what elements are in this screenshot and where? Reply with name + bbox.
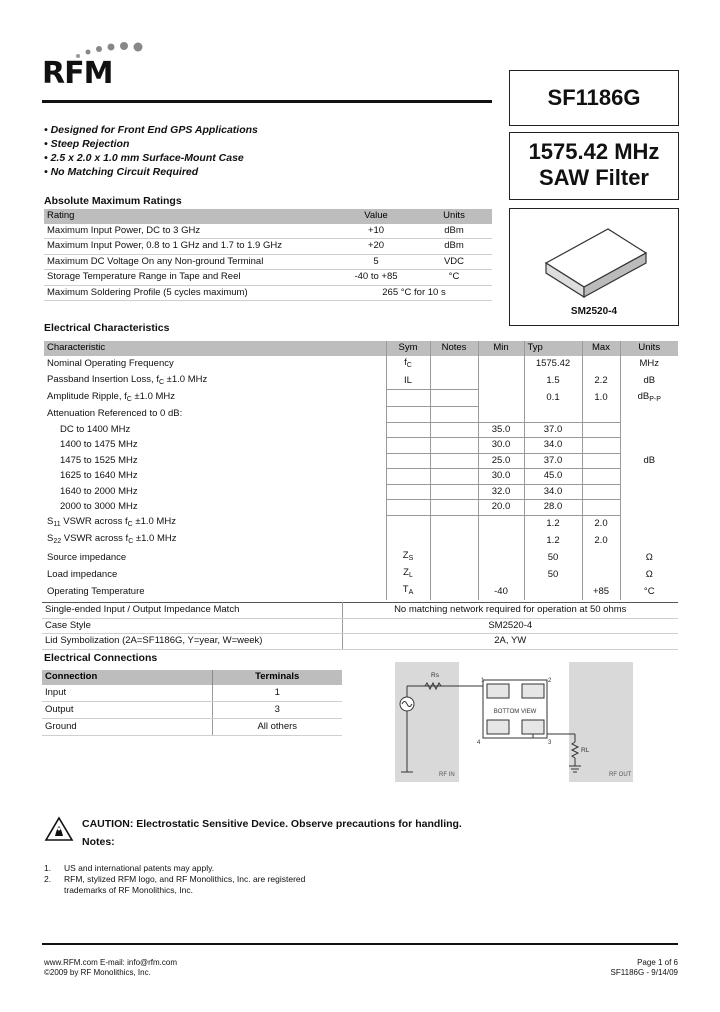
product-box <box>509 132 679 200</box>
part-number: SF1186G <box>547 85 641 110</box>
cell: dB <box>620 453 678 469</box>
cell: 28.0 <box>524 500 582 516</box>
cell: 2.0 <box>582 515 620 532</box>
source-panel <box>395 662 459 782</box>
header-cell: Value <box>336 209 416 224</box>
cell: Passband Insertion Loss, f <box>47 373 159 385</box>
footer-doc: SF1186G - 9/14/09 <box>610 968 678 977</box>
circuit-diagram <box>395 662 635 784</box>
cell: -40 to +85 <box>336 270 416 286</box>
table-row <box>44 566 678 583</box>
cell: 1475 to 1525 MHz <box>60 454 138 466</box>
cell: 1.2 <box>524 515 582 532</box>
cell: 50 <box>524 566 582 583</box>
cell: 2.0 <box>582 532 620 549</box>
cell: C <box>406 361 412 369</box>
cell: Attenuation Referenced to 0 dB: <box>47 408 183 420</box>
feature-item: • No Matching Circuit Required <box>44 166 199 178</box>
cell: 34.0 <box>524 484 582 500</box>
cell: Z <box>403 567 409 578</box>
footer-rule <box>42 943 678 945</box>
cell: 50 <box>524 549 582 566</box>
misc-table <box>42 602 678 650</box>
feature-list <box>44 123 258 179</box>
cell: 1575.42 <box>524 356 582 373</box>
footer-web: www.RFM.com E-mail: info@rfm.com <box>44 958 178 967</box>
header-rule <box>42 100 492 103</box>
pin-2-label: 2 <box>548 678 552 684</box>
header-cell: Connection <box>42 670 212 685</box>
feature-item: • Designed for Front End GPS Applications <box>44 124 258 136</box>
notes-title: Notes: <box>82 836 115 848</box>
cell: 30.0 <box>478 469 524 485</box>
cell: 20.0 <box>478 500 524 516</box>
cell: 34.0 <box>524 438 582 454</box>
cell: Input <box>42 685 212 702</box>
table-row <box>42 618 678 634</box>
rf-in-label: RF IN <box>439 772 455 778</box>
header-cell: Notes <box>430 341 478 356</box>
table-header <box>44 209 492 224</box>
cell: 11 <box>53 521 61 528</box>
note-item <box>44 863 344 874</box>
table-row <box>44 390 678 407</box>
header-cell: Min <box>478 341 524 356</box>
cell: Maximum Input Power, 0.8 to 1 GHz and 1.7 to 1.9 GHz <box>44 239 336 255</box>
cell: +20 <box>336 239 416 255</box>
caution-text: CAUTION: Electrostatic Sensitive Device. Observe precautions for handling. <box>82 818 462 830</box>
cell: Z <box>402 550 409 561</box>
cell: ±1.0 MHz <box>132 516 176 527</box>
rl-label: RL <box>581 747 590 754</box>
cell: SM2520-4 <box>342 618 678 634</box>
cell: Source impedance <box>47 551 127 563</box>
abs-max-table <box>44 209 492 301</box>
cell: 2A, YW <box>342 634 678 650</box>
table-row <box>42 634 678 650</box>
cell: 22 <box>53 538 62 545</box>
cell: 37.0 <box>524 422 582 438</box>
note-number: 2. <box>44 874 52 884</box>
cell: Amplitude Ripple, f <box>47 390 127 402</box>
cell: °C <box>416 270 492 286</box>
cell: All others <box>212 719 342 736</box>
cell: S <box>47 516 54 527</box>
cell: S <box>47 533 54 544</box>
table-row <box>44 239 492 255</box>
abs-max-title: Absolute Maximum Ratings <box>44 195 182 207</box>
cell: VSWR across f <box>60 516 128 527</box>
table-row <box>42 603 678 619</box>
rs-label: Rs <box>431 672 439 679</box>
cell: Lid Symbolization (2A=SF1186G, Y=year, W=week) <box>42 634 342 650</box>
table-header <box>42 670 342 685</box>
esd-warning-icon <box>44 816 74 842</box>
pad-2 <box>522 684 544 698</box>
header-cell: Characteristic <box>44 341 386 356</box>
pad-4 <box>487 720 509 734</box>
footer-copyright: ©2009 by RF Monolithics, Inc. <box>44 968 151 977</box>
rfm-logo <box>42 40 152 100</box>
cell: 25.0 <box>478 453 524 469</box>
cell: dB <box>637 390 650 402</box>
cell: MHz <box>620 356 678 373</box>
cell: C <box>158 378 165 386</box>
cell: 1.5 <box>524 373 582 390</box>
cell: Maximum Input Power, DC to 3 GHz <box>44 224 336 239</box>
cell: Storage Temperature Range in Tape and Reel <box>44 270 336 286</box>
note-text: RFM, stylized RFM logo, and RF Monolithics, Inc. are registered trademarks of RF Monolithics, Inc. <box>64 874 306 895</box>
cell: 1400 to 1475 MHz <box>60 439 138 451</box>
header-cell: Units <box>416 209 492 224</box>
cell: Maximum Soldering Profile (5 cycles maximum) <box>44 285 336 301</box>
table-row <box>44 407 678 423</box>
table-row <box>44 373 678 390</box>
connections-table <box>42 670 342 736</box>
cell: Case Style <box>42 618 342 634</box>
part-number-box <box>509 70 679 126</box>
cell: Maximum DC Voltage On any Non-ground Terminal <box>44 254 336 270</box>
pin-1-label: 1 <box>481 678 485 684</box>
pad-3 <box>522 720 544 734</box>
header-cell: Typ <box>524 341 582 356</box>
cell: 1.2 <box>524 532 582 549</box>
cell: L <box>408 572 413 579</box>
cell: ±1.0 MHz <box>133 533 177 544</box>
table-row <box>44 469 678 485</box>
header-cell: Terminals <box>212 670 342 685</box>
cell: Output <box>42 702 212 719</box>
table-row <box>44 270 492 286</box>
cell: VDC <box>416 254 492 270</box>
pad-1 <box>487 684 509 698</box>
cell: VSWR across f <box>61 533 129 544</box>
cell: 1640 to 2000 MHz <box>60 485 138 497</box>
cell: dBm <box>416 224 492 239</box>
cell: +85 <box>582 583 620 600</box>
header-cell: Max <box>582 341 620 356</box>
feature-item: • 2.5 x 2.0 x 1.0 mm Surface-Mount Case <box>44 152 244 164</box>
cell: -40 <box>478 583 524 600</box>
cell: C <box>128 538 134 545</box>
note-number: 1. <box>44 863 52 873</box>
cell: 0.1 <box>524 390 582 407</box>
product-freq: 1575.42 MHz <box>528 139 660 164</box>
cell: 30.0 <box>478 438 524 454</box>
cell: Nominal Operating Frequency <box>47 358 174 369</box>
pin-4-label: 4 <box>477 740 481 746</box>
cell: Ground <box>42 719 212 736</box>
table-row <box>44 484 678 500</box>
elec-table <box>44 341 678 600</box>
cell: dBm <box>416 239 492 255</box>
cell: f <box>404 356 407 368</box>
cell: 1.0 <box>582 390 620 407</box>
footer-page: Page 1 of 6 <box>637 958 678 967</box>
table-row <box>44 254 492 270</box>
package-label: SM2520-4 <box>570 306 618 317</box>
load-panel <box>569 662 633 782</box>
cell: 1625 to 1640 MHz <box>60 470 138 482</box>
cell: 2000 to 3000 MHz <box>60 501 138 513</box>
table-row <box>44 422 678 438</box>
cell: 3 <box>212 702 342 719</box>
bottom-view-label: BOTTOM VIEW <box>493 709 537 715</box>
cell: +10 <box>336 224 416 239</box>
cell: 35.0 <box>478 422 524 438</box>
cell: A <box>408 589 414 596</box>
cell: C <box>126 395 132 403</box>
header-cell: Rating <box>44 209 336 224</box>
logo-text: RFM <box>42 56 113 91</box>
cell: 1 <box>212 685 342 702</box>
cell: ±1.0 MHz <box>164 373 208 385</box>
package-box <box>509 208 679 326</box>
note-text: US and international patents may apply. <box>64 863 215 873</box>
elec-title: Electrical Characteristics <box>44 322 170 334</box>
cell: 32.0 <box>478 484 524 500</box>
table-row <box>44 438 678 454</box>
cell: S <box>408 555 414 562</box>
cell: Ω <box>620 566 678 583</box>
header-cell: Sym <box>386 341 430 356</box>
cell: °C <box>620 583 678 600</box>
table-row <box>42 719 342 736</box>
header-cell: Units <box>620 341 678 356</box>
rf-out-label: RF OUT <box>609 772 632 778</box>
cell: T <box>402 584 409 595</box>
cell: Operating Temperature <box>47 585 145 597</box>
cell: dB <box>620 373 678 390</box>
table-row <box>44 224 492 239</box>
cell: P-P <box>649 395 661 403</box>
feature-item: • Steep Rejection <box>44 138 130 150</box>
cell: 5 <box>336 254 416 270</box>
table-row <box>44 532 678 549</box>
table-row <box>44 549 678 566</box>
cell: Single-ended Input / Output Impedance Match <box>42 603 342 619</box>
table-row <box>42 685 342 702</box>
note-item <box>44 874 334 896</box>
pin-3-label: 3 <box>548 740 552 746</box>
table-row <box>44 583 678 600</box>
table-header <box>44 341 678 356</box>
table-row <box>44 515 678 532</box>
cell: IL <box>386 373 430 390</box>
connections-title: Electrical Connections <box>44 652 158 664</box>
product-type: SAW Filter <box>538 165 649 190</box>
table-row <box>44 356 678 373</box>
table-row <box>44 500 678 516</box>
cell: 45.0 <box>524 469 582 485</box>
cell: DC to 1400 MHz <box>60 423 131 435</box>
cell: Ω <box>620 549 678 566</box>
table-row <box>42 702 342 719</box>
cell: 265 °C for 10 s <box>336 285 492 301</box>
cell: Load impedance <box>47 568 118 580</box>
cell: ±1.0 MHz <box>131 390 176 402</box>
cell: 2.2 <box>582 373 620 390</box>
package-drawing-icon <box>540 223 652 303</box>
cell: C <box>127 521 133 528</box>
cell: No matching network required for operation at 50 ohms <box>342 603 678 619</box>
table-row <box>44 453 678 469</box>
cell: 37.0 <box>524 453 582 469</box>
table-row <box>44 285 492 301</box>
